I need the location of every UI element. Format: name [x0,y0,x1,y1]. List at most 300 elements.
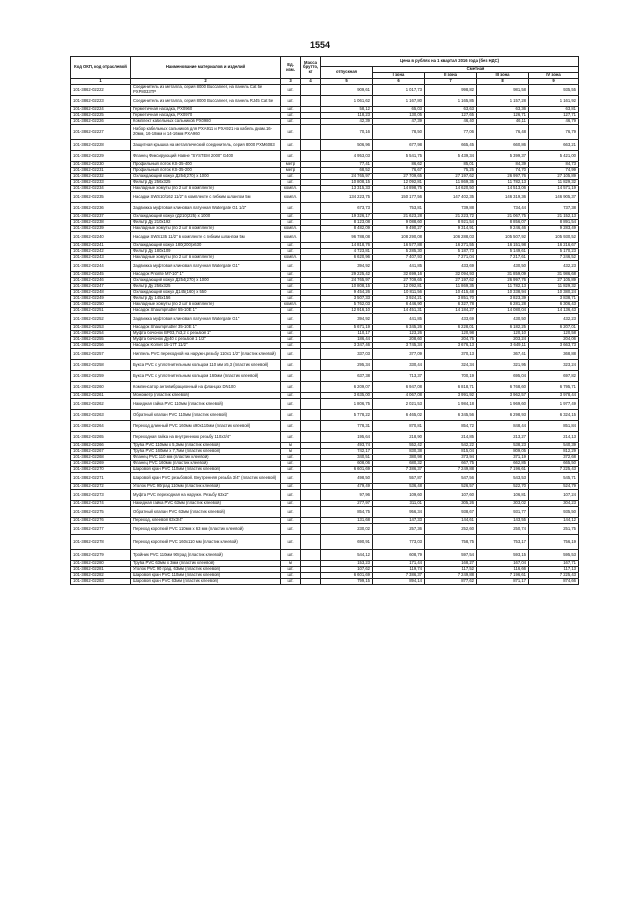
cell-code: 101-3862-02274 [71,501,131,507]
cell-name: Комплект кабельных сальников PX0980 [131,119,281,125]
cell-zone-4-price: 697,82 [529,371,579,382]
header-zone-1: I зона [373,73,425,79]
cell-release-price: 29 225,42 [321,272,373,278]
cell-zone-1-price: 78,50 [373,125,425,140]
cell-code: 101-3862-02250 [71,302,131,308]
cell-zone-4-price: 76,79 [529,125,579,140]
cell-mass [301,371,321,382]
cell-zone-3-price: 26 997,76 [477,174,529,180]
cell-zone-1-price: 21 623,28 [373,214,425,220]
cell-zone-2-price: 700,19 [425,371,477,382]
cell-zone-4-price: 21 152,13 [529,214,579,220]
cell-zone-2-price: 1 165,85 [425,96,477,107]
cell-name: Букса PVC с уплотнительным кольцом 110 мм x5,3 (пластик клеевой) [131,360,281,371]
cell-zone-3-price: 3 823,39 [477,296,529,302]
cell-mass [301,421,321,432]
cell-zone-4-price: 1 161,92 [529,96,579,107]
cell-zone-2-price: 1 984,18 [425,399,477,410]
cell-zone-1-price: 14 451,31 [373,308,425,314]
cell-release-price: 394,92 [321,314,373,325]
cell-zone-4-price: 11 829,32 [529,284,579,290]
cell-code: 101-3862-02238 [71,220,131,226]
cell-zone-3-price: 105 507,92 [477,232,529,243]
cell-zone-1-price: 380,98 [373,455,425,461]
cell-zone-1-price: 86,62 [373,162,425,168]
cell-zone-4-price: 935,55 [529,85,579,96]
cell-name: Герметичная насадка, PX0960 [131,107,281,113]
cell-zone-3-price: 367,41 [477,349,529,360]
table-row [71,314,579,325]
cell-name: Шаровой кран PVC 110мм (пластик клеевой) [131,467,281,473]
cell-code: 101-3862-02258 [71,360,131,371]
cell-name: Насадки SWS135 11/2" в комплекте с гибким шлангом 5м [131,232,281,243]
cell-release-price: 96 788,08 [321,232,373,243]
cell-release-price: 186,44 [321,337,373,343]
cell-zone-4-price: 756,19 [529,535,579,550]
cell-zone-4-price: 6 795,71 [529,382,579,393]
cell-zone-2-price: 11 869,35 [425,180,477,186]
cell-zone-2-price: 27 197,62 [425,174,477,180]
cell-code: 101-3862-02241 [71,243,131,249]
cell-zone-4-price: 144,12 [529,518,579,524]
cell-zone-2-price: 6 345,56 [425,410,477,421]
cell-name: Фильтр Ду 145x156 [131,296,281,302]
cell-release-price: 12 916,10 [321,308,373,314]
cell-zone-3-price: 14 513,06 [477,186,529,192]
cell-zone-1-price: 713,37 [373,371,425,382]
cell-mass [301,473,321,484]
cell-name: Фланец PVC 160мм (пластик клеевой) [131,461,281,467]
cell-mass [301,203,321,214]
cell-zone-2-price: 10 415,48 [425,290,477,296]
cell-release-price: 5 762,03 [321,302,373,308]
cell-zone-3-price: 146 319,36 [477,192,529,203]
cell-zone-2-price: 14 184,27 [425,308,477,314]
cell-zone-3-price: 63,36 [477,107,529,113]
cell-release-price: 498,50 [321,473,373,484]
cell-zone-1-price: 441,85 [373,314,425,325]
cell-unit: шт. [281,567,301,573]
cell-zone-2-price: 107,60 [425,490,477,501]
cell-release-price: 479,49 [321,484,373,490]
cell-mass [301,535,321,550]
cell-release-price: 110,17 [321,331,373,337]
cell-name: Тройник PVC 110мм 90град (пластик клеевой) [131,550,281,561]
header-name: Наименование материалов и изделий [131,57,281,79]
cell-unit: шт. [281,203,301,214]
cell-name: Фильтр Ду 256x325 [131,180,281,186]
cell-unit: шт. [281,85,301,96]
cell-zone-2-price: 46,40 [425,119,477,125]
cell-zone-3-price: 9 246,46 [477,226,529,232]
cell-unit: шт. [281,393,301,399]
cell-unit: шт. [281,550,301,561]
cell-zone-4-price: 107,24 [529,490,579,501]
cell-zone-2-price: 8 921,54 [425,220,477,226]
cell-unit: шт. [281,296,301,302]
cell-mass [301,579,321,585]
cell-zone-4-price: 7 225,43 [529,573,579,579]
cell-unit: шт. [281,455,301,461]
cell-zone-1-price: 218,90 [373,432,425,443]
cell-zone-2-price: 32 094,93 [425,272,477,278]
cell-unit: шт. [281,113,301,119]
header-unit: Ед. изм. [281,57,301,79]
cell-zone-2-price: 6 327,78 [425,302,477,308]
cell-zone-4-price: 5 421,00 [529,151,579,162]
cell-zone-2-price: 117,52 [425,567,477,573]
cell-name: Охлаждающий кожух Д254(270) x 1000 [131,174,281,180]
cell-zone-2-price: 324,34 [425,360,477,371]
cell-zone-3-price: 6 298,93 [477,410,529,421]
cell-unit: шт. [281,261,301,272]
cell-zone-2-price: 938,67 [425,507,477,518]
table-row [71,490,579,501]
cell-release-price: 13 315,33 [321,186,373,192]
cell-zone-3-price: 371,19 [477,455,529,461]
cell-zone-3-price: 7 196,61 [477,467,529,473]
cell-name: Охлаждающий кожух 180(200)x630 [131,243,281,249]
cell-zone-4-price: 214,13 [529,432,579,443]
cell-mass [301,85,321,96]
cell-unit: шт. [281,535,301,550]
cell-zone-2-price: 77,06 [425,125,477,140]
cell-zone-1-price: 3 924,21 [373,296,425,302]
cell-name: Профильный лоток KS-35-200 [131,168,281,174]
cell-release-price: 854,75 [321,507,373,518]
cell-name: Накладные хомуты (по 2 шт в комплекте) [131,302,281,308]
cell-zone-2-price: 665,45 [425,140,477,151]
cell-zone-1-price: 956,34 [373,507,425,518]
cell-zone-3-price: 1 969,60 [477,399,529,410]
cell-release-price: 394,92 [321,261,373,272]
cell-release-price: 3 347,46 [321,343,373,349]
cell-unit: шт. [281,96,301,107]
cell-zone-3-price: 662,85 [477,461,529,467]
cell-name: Переход, клеевой 63x3/4" [131,518,281,524]
column-index: 6 [373,79,425,85]
column-index: 1 [71,79,131,85]
cell-release-price: 118,23 [321,113,373,119]
cell-zone-3-price: 120,10 [477,331,529,337]
cell-zone-3-price: 6 182,25 [477,325,529,331]
cell-release-price: 42,39 [321,119,373,125]
cell-zone-3-price: 430,50 [477,314,529,325]
cell-name: Переход короткий PVC 110мм x 63 мм (пластик клеевой) [131,524,281,535]
cell-zone-3-price: 3 649,11 [477,343,529,349]
cell-mass [301,382,321,393]
cell-zone-1-price: 12 092,81 [373,180,425,186]
cell-mass [301,399,321,410]
cell-zone-1-price: 32 699,16 [373,272,425,278]
cell-zone-4-price: 3 978,44 [529,393,579,399]
cell-name: Накладные хомуты (по 2 шт в комплекте) [131,186,281,192]
cell-name: Насадок Shaumprudler 55-10E 1" [131,308,281,314]
cell-zone-4-price: 595,53 [529,550,579,561]
cell-mass [301,140,321,151]
cell-code: 101-3862-02228 [71,140,131,151]
cell-zone-3-price: 303,02 [477,501,529,507]
cell-name: Труба PVC 63мм x 3мм (пластик клеевой) [131,561,281,567]
cell-name: Накладные хомуты (по 2 шт в комплекте) [131,255,281,261]
cell-unit: шт. [281,399,301,410]
cell-zone-3-price: 21 067,75 [477,214,529,220]
cell-code: 101-3862-02273 [71,490,131,501]
cell-release-price: 58,12 [321,107,373,113]
cell-zone-4-price: 524,79 [529,484,579,490]
cell-code: 101-3862-02236 [71,203,131,214]
cell-zone-4-price: 16 216,67 [529,243,579,249]
cell-mass [301,261,321,272]
cell-zone-2-price: 3 991,92 [425,393,477,399]
cell-zone-1-price: 208,60 [373,337,425,343]
cell-mass [301,192,321,203]
cell-zone-4-price: 6 207,01 [529,325,579,331]
cell-release-price: 6 601,69 [321,467,373,473]
cell-code: 101-3862-02259 [71,371,131,382]
cell-release-price: 337,03 [321,349,373,360]
cell-zone-3-price: 931,77 [477,507,529,518]
cell-unit: шт. [281,432,301,443]
cell-zone-2-price: 542,22 [425,443,477,449]
cell-zone-2-price: 11 869,35 [425,284,477,290]
cell-zone-1-price: 552,42 [373,443,425,449]
cell-name: Насадки SWS10/162 11/2" в комплекте с гибким шлангом 5м [131,192,281,203]
cell-mass [301,360,321,371]
cell-zone-1-price: 123,26 [373,331,425,337]
cell-zone-1-price: 773,03 [373,535,425,550]
cell-zone-4-price: 851,84 [529,421,579,432]
cell-zone-3-price: 543,53 [477,473,529,484]
cell-name: Муфта бочонок ВР03,7x3,2 с резьбой 1" [131,331,281,337]
cell-release-price: 9 454,26 [321,290,373,296]
cell-zone-3-price: 5 399,37 [477,151,529,162]
cell-code: 101-3862-02227 [71,125,131,140]
cell-name: Переход длинный PVC 160мм x90x110мм (пластик клеевой) [131,421,281,432]
cell-zone-4-price: 10 380,24 [529,290,579,296]
cell-zone-1-price: 5 285,30 [373,249,425,255]
cell-code: 101-3862-02267 [71,449,131,455]
cell-zone-4-price: 663,21 [529,140,579,151]
cell-zone-3-price: 321,95 [477,360,529,371]
cell-unit: шт. [281,501,301,507]
cell-unit: шт. [281,290,301,296]
cell-zone-2-price: 758,75 [425,535,477,550]
cell-zone-4-price: 372,68 [529,455,579,461]
table-row [71,382,579,393]
cell-code: 101-3862-02260 [71,382,131,393]
cell-code: 101-3862-02226 [71,119,131,125]
cell-unit: шт. [281,524,301,535]
cell-unit: шт. [281,410,301,421]
cell-name: Накладные хомуты (по 2 шт в комплекте) [131,226,281,232]
cell-zone-1-price: 12 092,81 [373,284,425,290]
cell-zone-1-price: 150 177,56 [373,192,425,203]
cell-zone-3-price: 871,17 [477,579,529,585]
cell-mass [301,232,321,243]
cell-code: 101-3862-02254 [71,331,131,337]
cell-code: 101-3862-02246 [71,278,131,284]
cell-code: 101-3862-02280 [71,561,131,567]
cell-name: Обратный клапан PVC 110мм (пластик клеевой) [131,410,281,421]
cell-unit: шт. [281,467,301,473]
cell-zone-1-price: 6 345,26 [373,325,425,331]
cell-zone-2-price: 7 249,88 [425,467,477,473]
cell-zone-2-price: 547,56 [425,473,477,484]
table-row [71,349,579,360]
cell-zone-3-price: 734,44 [477,203,529,214]
cell-name: Задвижка муфтовая клиновая латунная Watergate G1 1/2" [131,203,281,214]
cell-zone-1-price: 6 446,90 [373,302,425,308]
cell-zone-3-price: 250,74 [477,524,529,535]
cell-zone-1-price: 536,48 [373,484,425,490]
cell-zone-1-price: 830,38 [373,449,425,455]
cell-zone-2-price: 815,04 [425,449,477,455]
cell-unit: м [281,443,301,449]
cell-zone-3-price: 7 196,61 [477,573,529,579]
column-index: 2 [131,79,281,85]
cell-code: 101-3862-02276 [71,518,131,524]
cell-zone-4-price: 127,71 [529,113,579,119]
cell-zone-2-price: 27 197,62 [425,278,477,284]
cell-zone-3-price: 14 080,04 [477,308,529,314]
cell-name: Ниппель PVC переходной на наружн.резьбу 110x1 1/2" (пластик клеевой) [131,349,281,360]
cell-zone-3-price: 753,17 [477,535,529,550]
cell-zone-4-price: 7 246,52 [529,255,579,261]
cell-unit: шт. [281,119,301,125]
cell-release-price: 10 808,15 [321,180,373,186]
cell-code: 101-3862-02222 [71,85,131,96]
cell-zone-3-price: 430,50 [477,261,529,272]
cell-name: Переходная гайка на внутреннюю резьбу 110x3/4" [131,432,281,443]
cell-zone-3-price: 848,44 [477,421,529,432]
cell-code: 101-3862-02270 [71,467,131,473]
cell-name: Шаровой кран PVC 63мм (пластик клеевой) [131,579,281,585]
cell-zone-1-price: 3 745,34 [373,343,425,349]
cell-release-price: 778,31 [321,421,373,432]
cell-release-price: 5 671,19 [321,325,373,331]
cell-unit: шт. [281,382,301,393]
cell-code: 101-3862-02231 [71,168,131,174]
cell-code: 101-3862-02282 [71,573,131,579]
cell-code: 101-3862-02271 [71,473,131,484]
cell-release-price: 6 620,96 [321,255,373,261]
cell-unit: компл. [281,226,301,232]
cell-release-price: 77,41 [321,162,373,168]
page-number: 1554 [309,40,331,50]
cell-zone-1-price: 6 947,08 [373,382,425,393]
cell-name: Охлаждающий кожух Д254(270) x 1000 [131,278,281,284]
column-index: 7 [425,79,477,85]
cell-zone-1-price: 27 709,65 [373,278,425,284]
cell-zone-2-price: 433,69 [425,314,477,325]
cell-release-price: 24 765,97 [321,278,373,284]
cell-unit: шт. [281,278,301,284]
cell-zone-4-price: 204,06 [529,337,579,343]
cell-zone-4-price: 27 105,89 [529,174,579,180]
cell-name: Шаровой кран PVC 110мм (пластик клеевой) [131,573,281,579]
cell-zone-2-price: 7 271,04 [425,255,477,261]
cell-zone-4-price: 14 136,43 [529,308,579,314]
table-row [71,203,579,214]
cell-code: 101-3862-02243 [71,255,131,261]
cell-code: 101-3862-02272 [71,484,131,490]
cell-zone-1-price: 377,09 [373,349,425,360]
cell-zone-1-price: 753,81 [373,203,425,214]
cell-zone-3-price: 6 768,60 [477,382,529,393]
cell-zone-1-price: 677,98 [373,140,425,151]
cell-name: Фланец PVC 110 мм (пластик клеевой) [131,455,281,461]
cell-release-price: 153,23 [321,561,373,567]
cell-zone-4-price: 146 905,37 [529,192,579,203]
cell-unit: компл. [281,192,301,203]
cell-code: 101-3862-02249 [71,296,131,302]
cell-name: Фланец Фиксирующий Навне "SYSTEM 2000" G400 [131,151,281,162]
table-row [71,360,579,371]
cell-zone-4-price: 432,23 [529,261,579,272]
cell-zone-4-price: 3 663,73 [529,343,579,349]
cell-zone-3-price: 10 338,94 [477,290,529,296]
cell-release-price: 8 482,09 [321,226,373,232]
column-index: 5 [321,79,373,85]
cell-zone-1-price: 9 088,60 [373,220,425,226]
cell-mass [301,349,321,360]
cell-unit: метр [281,162,301,168]
cell-unit: шт. [281,473,301,484]
cell-zone-1-price: 257,36 [373,524,425,535]
table-row [71,192,579,203]
cell-zone-2-price: 433,69 [425,261,477,272]
cell-unit: шт. [281,360,301,371]
cell-zone-4-price: 935,50 [529,507,579,518]
cell-code: 101-3862-02225 [71,113,131,119]
cell-zone-2-price: 16 271,55 [425,243,477,249]
cell-zone-4-price: 812,29 [529,449,579,455]
cell-code: 101-3862-02268 [71,455,131,461]
cell-zone-1-price: 311,01 [373,501,425,507]
cell-code: 101-3862-02224 [71,107,131,113]
cell-zone-4-price: 120,58 [529,331,579,337]
cell-zone-2-price: 7 249,88 [425,573,477,579]
cell-zone-3-price: 74,70 [477,168,529,174]
cell-code: 101-3862-02257 [71,349,131,360]
header-zone-4: IV зона [529,73,579,79]
cell-zone-1-price: 680,32 [373,461,425,467]
table-row [71,85,579,96]
cell-zone-1-price: 147,33 [373,518,425,524]
table-row [71,151,579,162]
cell-zone-4-price: 874,66 [529,579,579,585]
cell-mass [301,550,321,561]
cell-unit: шт. [281,518,301,524]
cell-unit: шт. [281,507,301,518]
cell-zone-1-price: 330,44 [373,360,425,371]
cell-zone-4-price: 540,39 [529,443,579,449]
cell-name: Фильтр Ду 210x192 [131,220,281,226]
cell-zone-3-price: 31 859,09 [477,272,529,278]
cell-unit: шт. [281,421,301,432]
cell-code: 101-3862-02237 [71,214,131,220]
cell-code: 101-3862-02279 [71,550,131,561]
cell-code: 101-3862-02240 [71,232,131,243]
cell-unit: шт. [281,331,301,337]
cell-zone-2-price: 3 851,70 [425,296,477,302]
cell-unit: шт. [281,180,301,186]
cell-zone-1-price: 109,60 [373,490,425,501]
cell-zone-4-price: 368,88 [529,349,579,360]
cell-zone-4-price: 737,38 [529,203,579,214]
cell-zone-2-price: 305,26 [425,501,477,507]
